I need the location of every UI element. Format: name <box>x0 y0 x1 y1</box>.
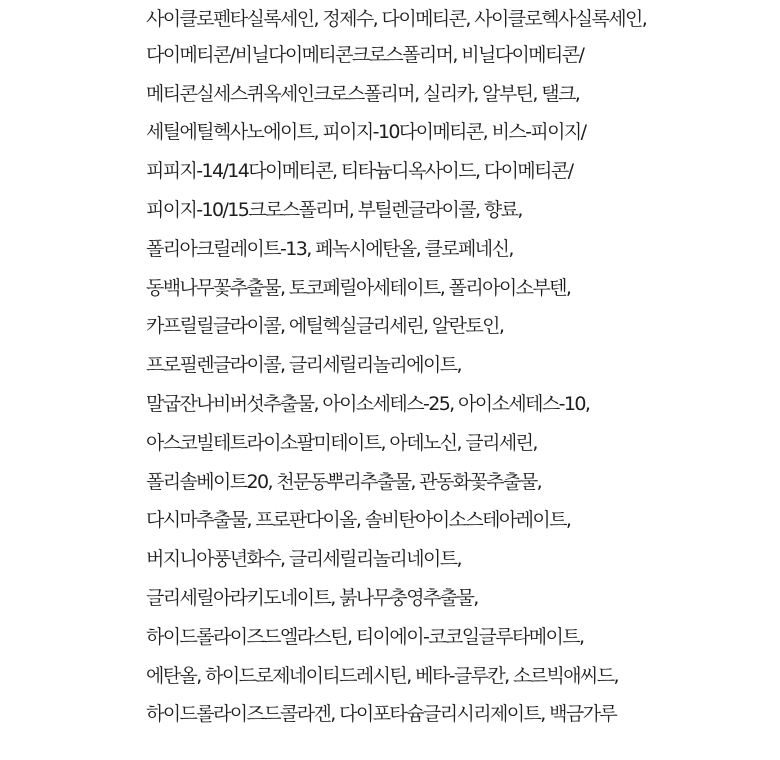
ingredient-line-4: 세틸에틸헥사노에이트, 피이지-10다이메티콘, 비스-피이지/ <box>146 121 586 144</box>
ingredient-line-2: 다이메티콘/비닐다이메티콘크로스폴리머, 비닐다이메티콘/ <box>146 43 584 66</box>
ingredient-line-17: 하이드롤라이즈드엘라스틴, 티이에이-코코일글루타메이트, <box>146 625 584 648</box>
ingredient-line-3: 메티콘실세스퀴옥세인크로스폴리머, 실리카, 알부틴, 탤크, <box>146 82 580 105</box>
ingredient-line-1: 사이클로펜타실록세인, 정제수, 다이메티콘, 사이클로헥사실록세인, <box>146 7 647 30</box>
ingredient-line-9: 카프릴릴글라이콜, 에틸헥실글리세린, 알란토인, <box>146 315 504 338</box>
ingredient-line-15: 버지니아풍년화수, 글리세릴리놀리네이트, <box>146 548 461 571</box>
ingredient-line-16: 글리세릴아라키도네이트, 붉나무충영추출물, <box>146 587 478 610</box>
ingredient-list <box>146 0 766 732</box>
ingredient-line-14: 다시마추출물, 프로판다이올, 솔비탄아이소스테아레이트, <box>146 509 571 532</box>
ingredient-line-6: 피이지-10/15크로스폴리머, 부틸렌글라이콜, 향료, <box>146 199 522 222</box>
ingredient-line-10: 프로필렌글라이콜, 글리세릴리놀리에이트, <box>146 354 461 377</box>
ingredient-line-8: 동백나무꽃추출물, 토코페릴아세테이트, 폴리아이소부텐, <box>146 276 571 299</box>
ingredient-line-19: 하이드롤라이즈드콜라겐, 다이포타슘글리시리제이트, 백금가루 <box>146 703 617 726</box>
ingredient-line-18: 에탄올, 하이드로제네이티드레시틴, 베타-글루칸, 소르빅애씨드, <box>146 664 618 687</box>
ingredient-line-7: 폴리아크릴레이트-13, 페녹시에탄올, 클로페네신, <box>146 237 513 260</box>
ingredient-line-11: 말굽잔나비버섯추출물, 아이소세테스-25, 아이소세테스-10, <box>146 393 590 416</box>
ingredient-line-12: 아스코빌테트라이소팔미테이트, 아데노신, 글리세린, <box>146 431 537 454</box>
ingredient-line-5: 피피지-14/14다이메티콘, 티타늄디옥사이드, 다이메티콘/ <box>146 160 573 183</box>
ingredient-line-13: 폴리솔베이트20, 천문동뿌리추출물, 관동화꽃추출물, <box>146 470 542 493</box>
